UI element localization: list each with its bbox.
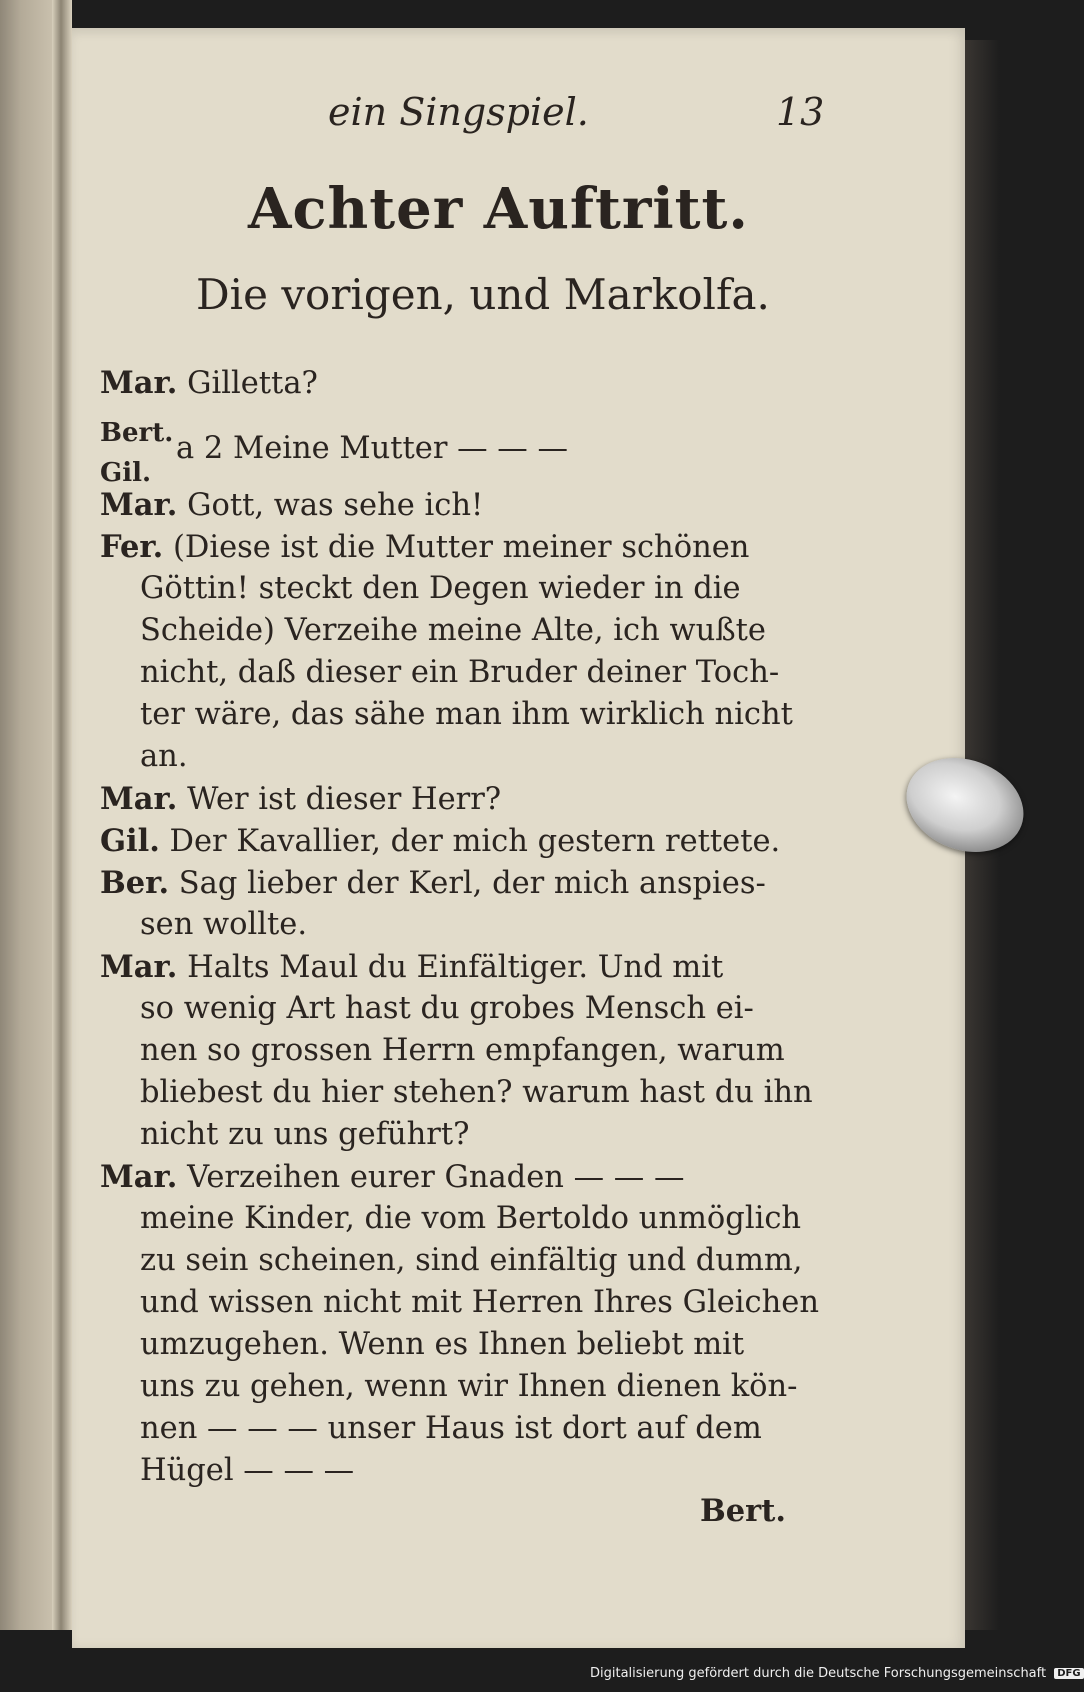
line-text: Hügel — — — [140,1453,355,1488]
line-text: Halts Maul du Einfältiger. Und mit [187,950,724,985]
list-item [100,365,318,401]
speaker: Mar. [100,781,178,817]
list-item [100,781,502,817]
line-text: bliebest du hier stehen? warum hast du ihn [140,1075,813,1110]
digitization-credit [590,1666,1084,1681]
line-text: Gilletta? [187,366,318,401]
list-item [100,1159,685,1195]
line-text: Scheide) Verzeihe meine Alte, ich wußte [140,613,766,648]
speaker-bottom: Gil. [100,458,152,488]
line-text: nen — — — unser Haus ist dort auf dem [140,1411,762,1446]
list-item [100,529,750,565]
line-text: Göttin! steckt den Degen wieder in die [140,571,741,606]
speaker: Fer. [100,529,164,565]
dfg-logo-icon: DFG [1054,1668,1083,1679]
speaker: Mar. [100,1159,178,1195]
scene-title: Achter Auftritt. [248,176,749,242]
line-text: Gott, was sehe ich! [187,488,484,523]
book-gutter [52,0,72,1630]
facing-page-edge [0,0,52,1630]
catchword: Bert. [700,1493,786,1529]
line-text: so wenig Art hast du grobes Mensch ei- [140,991,754,1026]
line-text: zu sein scheinen, sind einfältig und dumm, [140,1243,803,1278]
line-text: meine Kinder, die vom Bertoldo unmöglich [140,1201,802,1236]
line-text: Verzeihen eurer Gnaden — — — [187,1160,685,1195]
list-item [100,865,766,901]
running-title: ein Singspiel. [328,90,589,134]
speaker: Mar. [100,949,178,985]
line-text: nen so grossen Herrn empfangen, warum [140,1033,785,1068]
line-text: nicht, daß dieser ein Bruder deiner Toch- [140,655,780,690]
line-text: uns zu gehen, wenn wir Ihnen dienen kön- [140,1369,798,1404]
page-number: 13 [776,90,825,134]
speaker: Mar. [100,487,178,523]
speaker-top: Bert. [100,418,174,448]
speaker: Mar. [100,365,178,401]
line-text: (Diese ist die Mutter meiner schönen [172,530,750,565]
line-text: Sag lieber der Kerl, der mich anspies- [178,866,766,901]
speaker: Gil. [100,823,160,859]
list-item [100,823,781,859]
line-text: und wissen nicht mit Herren Ihres Gleichen [140,1285,819,1320]
scene-subtitle: Die vorigen, und Markolfa. [196,270,770,319]
line-text: nicht zu uns geführt? [140,1117,470,1152]
line-text: an. [140,739,188,774]
line-text: ter wäre, das sähe man ihm wirklich nicht [140,697,793,732]
line-text: sen wollte. [140,907,308,942]
line-text: umzugehen. Wenn es Ihnen beliebt mit [140,1327,745,1362]
list-item [100,487,484,523]
line-text: Der Kavallier, der mich gestern rettete. [169,824,781,859]
line-text: Wer ist dieser Herr? [187,782,502,817]
list-item [100,949,724,985]
line-text: a 2 Meine Mutter — — — [176,431,569,466]
speaker: Ber. [100,865,170,901]
credit-text: Digitalisierung gefördert durch die Deutsche Forschungsgemeinschaft [590,1666,1047,1681]
